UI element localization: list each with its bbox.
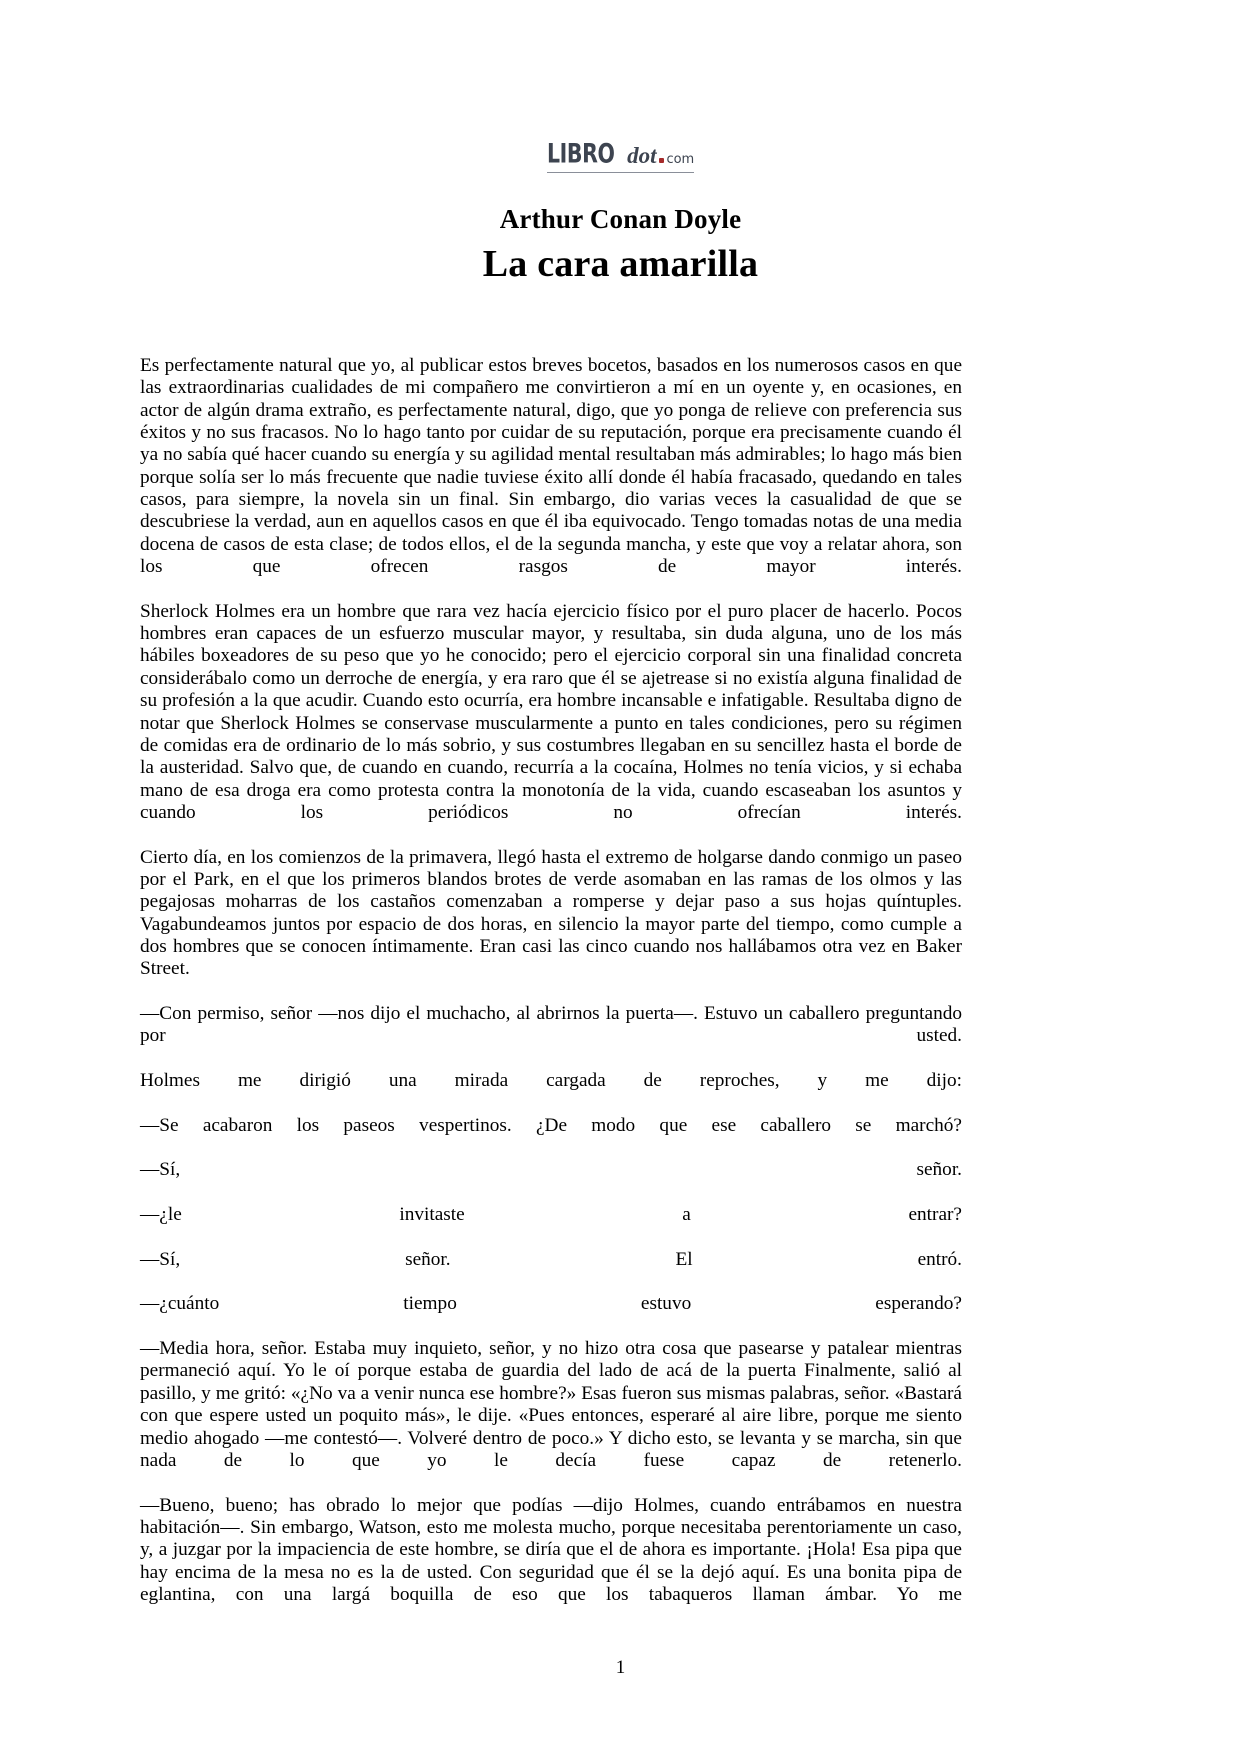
logo-dot-icon [659, 158, 664, 163]
paragraph: Cierto día, en los comienzos de la primavera, llegó hasta el extremo de holgarse dando conmigo un paseo por el Park, en el que los primeros blandos brotes de verde asomaban en las ramas de los olmos y las pegajosas moharras de los castaños comenzaban a romperse y dejar paso a sus hojas quíntuples. Vagabundeamos juntos por espacio de dos horas, en silencio la mayor parte del tiempo, como cumple a dos hombres que se conocen íntimamente. Eran casi las cinco cuando nos hallábamos otra vez en Baker Street. [140, 846, 962, 980]
dialogue-line: —Media hora, señor. Estaba muy inquieto, señor, y no hizo otra cosa que pasearse y patalear mientras permaneció aquí. Yo le oí porque estaba de guardia del lado de acá de la puerta Finalmente, salió al pasillo, y me gritó: «¿No va a venir nunca ese hombre?» Esas fueron sus mismas palabras, señor. «Bastará con que espere usted un poquito más», le dije. «Pues entonces, esperaré al aire libre, porque me siento medio ahogado —me contestó—. Volveré dentro de poco.» Y dicho esto, se levanta y se marcha, sin que nada de lo que yo le decía fuese capaz de retenerlo. [140, 1338, 962, 1471]
page-number: 1 [615, 1657, 626, 1678]
paragraph: Holmes me dirigió una mirada cargada de reproches, y me dijo: [140, 1070, 962, 1091]
logo-script-word: dot [627, 143, 657, 168]
paragraph: Es perfectamente natural que yo, al publicar estos breves bocetos, basados en los numerosos casos en que las extraordinarias cualidades de mi compañero me convirtieron a mí en un oyente y, en ocasiones, en actor de algún drama extraño, es perfectamente natural, digo, que yo ponga de relieve con preferencia sus éxitos y no sus fracasos. No lo hago tanto por cuidar de su reputación, porque era precisamente cuando él ya no sabía qué hacer cuando su energía y su agilidad mental resultaban más admirables; lo hago más bien porque solía ser lo más frecuente que nadie tuviese éxito allí donde él había fracasado, quedando en tales casos, para siempre, la novela sin un final. Sin embargo, dio varias veces la casualidad de que se descubriese la verdad, aun en aquellos casos en que él iba equivocado. Tengo tomadas notas de una media docena de casos de esta clase; de todos ellos, el de la segunda mancha, y este que voy a relatar ahora, son los que ofrecen rasgos de mayor interés. [140, 355, 962, 578]
author-name: Arthur Conan Doyle [499, 204, 742, 234]
dialogue-line: —Se acabaron los paseos vespertinos. ¿De modo que ese caballero se marchó? [140, 1114, 962, 1136]
title-block [0, 204, 1241, 287]
librodot-logo[interactable] [546, 137, 695, 173]
dialogue-line: —Con permiso, señor —nos dijo el muchacho, al abrirnos la puerta—. Estuvo un caballero preguntando por usted. [140, 1002, 962, 1047]
dialogue-line: —Sí, señor. El entró. [140, 1248, 962, 1270]
dialogue-line: —Sí, señor. [140, 1159, 962, 1181]
dialogue-line: —Bueno, bueno; has obrado lo mejor que podías —dijo Holmes, cuando entrábamos en nuestra habitación—. Sin embargo, Watson, esto me molesta mucho, porque necesitaba perentoriamente un caso, y, a juzgar por la impaciencia de este hombre, se diría que el de ahora es importante. ¡Hola! Esa pipa que hay encima de la mesa no es la de usted. Con seguridad que él se la dejó aquí. Es una bonita pipa de eglantina, con una largá boquilla de eso que los tabaqueros llaman ámbar. Yo me [140, 1494, 962, 1605]
paragraph: Sherlock Holmes era un hombre que rara vez hacía ejercicio físico por el puro placer de hacerlo. Pocos hombres eran capaces de un esfuerzo muscular mayor, y resultaba, sin duda alguna, uno de los más hábiles boxeadores de su peso que yo he conocido; pero el ejercicio corporal sin una finalidad concreta considerábalo como un derroche de energía, y era raro que él se ajetrease si no existía alguna finalidad de su profesión a la que acudir. Cuando esto ocurría, era hombre incansable e infatigable. Resultaba digno de notar que Sherlock Holmes se conservase muscularmente a punto en tales condiciones, pero su régimen de comidas era de ordinario de lo más sobrio, y sus costumbres llegaban en su sencillez hasta el borde de la austeridad. Salvo que, de cuando en cuando, recurría a la cocaína, Holmes no tenía vicios, y si echaba mano de esa droga era como protesta contra la monotonía de la vida, cuando escaseaban los asuntos y cuando los periódicos no ofrecían interés. [140, 600, 962, 823]
logo-tld: com [666, 152, 695, 167]
body-text [140, 355, 962, 1629]
logo-underline-rule [547, 172, 694, 173]
dialogue-line: —¿le invitaste a entrar? [140, 1204, 962, 1226]
logo-wordmark: LIBRO [546, 137, 615, 170]
page-title: La cara amarilla [482, 243, 759, 286]
masthead [0, 137, 1241, 173]
dialogue-line: —¿cuánto tiempo estuvo esperando? [140, 1293, 962, 1315]
